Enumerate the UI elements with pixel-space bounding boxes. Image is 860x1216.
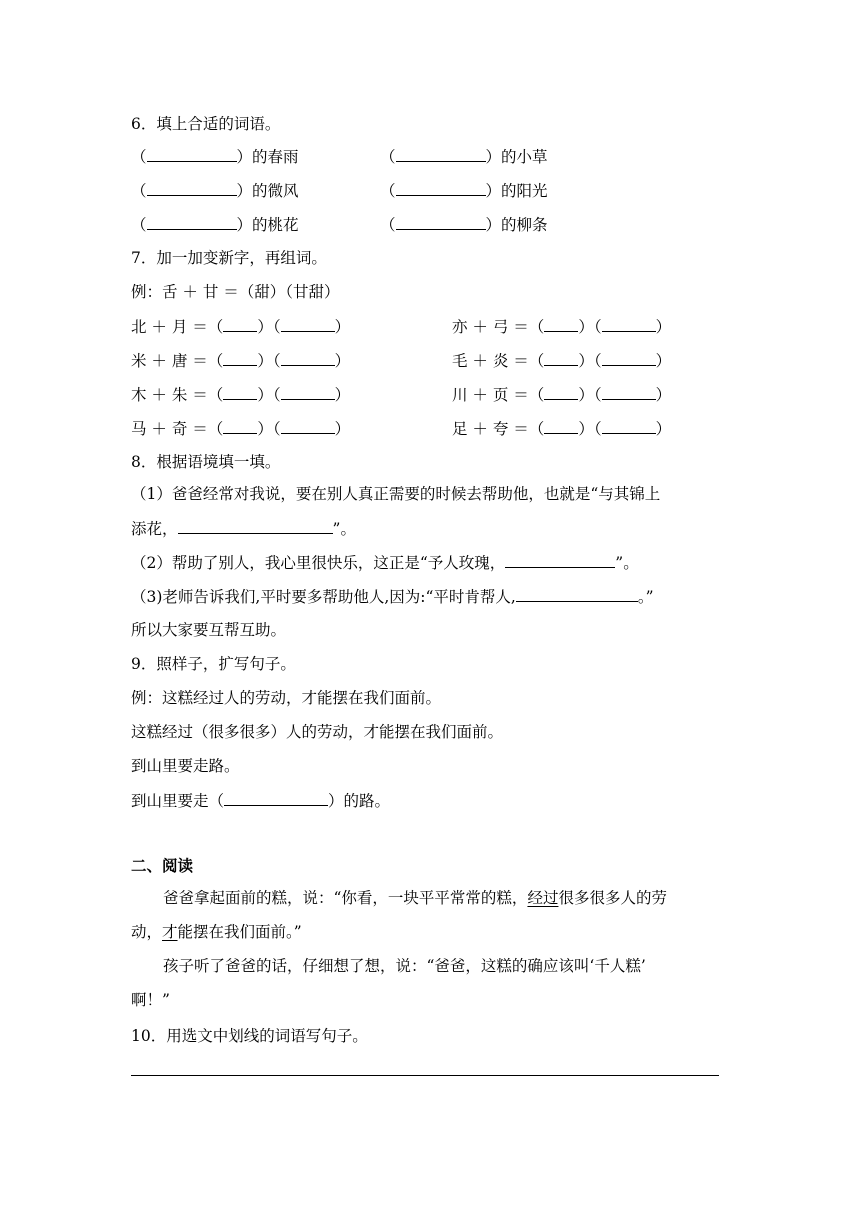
answer-blank[interactable] <box>396 146 486 162</box>
answer-blank[interactable] <box>147 214 237 230</box>
char-blank[interactable] <box>544 316 578 332</box>
section-heading: 二、阅读 <box>131 857 194 875</box>
char-blank[interactable] <box>223 316 257 332</box>
q7-row-3-left: 木 ＋ 朱 ＝（ ）（ ） <box>131 386 351 404</box>
q8-sentence-2: （2）帮助了别人，我心里很快乐，这正是“予人玫瑰， ”。 <box>131 554 639 572</box>
q9-title: 9．照样子，扩写句子。 <box>131 655 296 673</box>
word-blank[interactable] <box>281 350 335 366</box>
q6-row-2-right: （ ）的阳光 <box>380 182 548 200</box>
word-blank[interactable] <box>602 350 656 366</box>
q10-title: 10．用选文中划线的词语写句子。 <box>131 1027 368 1045</box>
q8-sentence-3: （3)老师告诉我们,平时要多帮助他人,因为:“平时肯帮人, 。” <box>131 588 654 606</box>
q7-row-4-left: 马 ＋ 奇 ＝（ ）（ ） <box>131 420 351 438</box>
q9-expand-line: 到山里要走（ ）的路。 <box>131 792 391 810</box>
answer-blank[interactable] <box>516 586 638 602</box>
q8-sentence-1b: 添花， ”。 <box>131 520 356 538</box>
underlined-word: 才 <box>162 923 178 941</box>
q6-row-1-left: （ ）的春雨 <box>131 148 299 166</box>
word-blank[interactable] <box>602 418 656 434</box>
q6-row-3-left: （ ）的桃花 <box>131 216 299 234</box>
answer-blank[interactable] <box>396 180 486 196</box>
q7-row-3-right: 川 ＋ 页 ＝（ ）（ ） <box>452 386 672 404</box>
q7-example: 例：舌 ＋ 甘 ＝（甜）（甘甜） <box>131 283 340 301</box>
q7-row-2-left: 米 ＋ 唐 ＝（ ）（ ） <box>131 352 351 370</box>
q9-sentence: 到山里要走路。 <box>131 757 240 775</box>
q9-example-2: 这糕经过（很多很多）人的劳动，才能摆在我们面前。 <box>131 723 504 741</box>
q8-title: 8．根据语境填一填。 <box>131 453 281 471</box>
underlined-word: 经过 <box>527 889 559 907</box>
answer-blank[interactable] <box>147 146 237 162</box>
char-blank[interactable] <box>223 384 257 400</box>
q7-row-1-left: 北 ＋ 月 ＝（ ）（ ） <box>131 318 351 336</box>
q6-title: 6．填上合适的词语。 <box>131 115 281 133</box>
char-blank[interactable] <box>223 418 257 434</box>
answer-blank[interactable] <box>224 790 328 806</box>
q7-title: 7．加一加变新字，再组词。 <box>131 249 327 267</box>
q8-sentence-3b: 所以大家要互帮互助。 <box>131 621 287 639</box>
q7-row-4-right: 足 ＋ 夸 ＝（ ）（ ） <box>452 420 672 438</box>
word-blank[interactable] <box>281 418 335 434</box>
q7-row-2-right: 毛 ＋ 炎 ＝（ ）（ ） <box>452 352 672 370</box>
passage-line-1: 爸爸拿起面前的糕，说：“你看，一块平平常常的糕，经过很多很多人的劳 <box>163 889 667 907</box>
answer-blank[interactable] <box>147 180 237 196</box>
answer-line[interactable] <box>131 1075 719 1076</box>
char-blank[interactable] <box>223 350 257 366</box>
q6-row-1-right: （ ）的小草 <box>380 148 548 166</box>
char-blank[interactable] <box>544 418 578 434</box>
passage-line-4: 啊！” <box>131 991 170 1009</box>
q7-row-1-right: 亦 ＋ 弓 ＝（ ）（ ） <box>452 318 672 336</box>
q9-example-1: 例：这糕经过人的劳动，才能摆在我们面前。 <box>131 689 442 707</box>
word-blank[interactable] <box>602 384 656 400</box>
q8-sentence-1a: （1）爸爸经常对我说，要在别人真正需要的时候去帮助他，也就是“与其锦上 <box>131 485 661 503</box>
char-blank[interactable] <box>544 350 578 366</box>
answer-blank[interactable] <box>178 518 333 534</box>
answer-blank[interactable] <box>505 552 615 568</box>
word-blank[interactable] <box>602 316 656 332</box>
answer-blank[interactable] <box>396 214 486 230</box>
passage-line-2: 动，才能摆在我们面前。” <box>131 923 302 941</box>
word-blank[interactable] <box>281 384 335 400</box>
word-blank[interactable] <box>281 316 335 332</box>
q6-row-3-right: （ ）的柳条 <box>380 216 548 234</box>
char-blank[interactable] <box>544 384 578 400</box>
passage-line-3: 孩子听了爸爸的话，仔细想了想，说：“爸爸，这糕的确应该叫‘千人糕’ <box>163 957 646 975</box>
q6-row-2-left: （ ）的微风 <box>131 182 299 200</box>
